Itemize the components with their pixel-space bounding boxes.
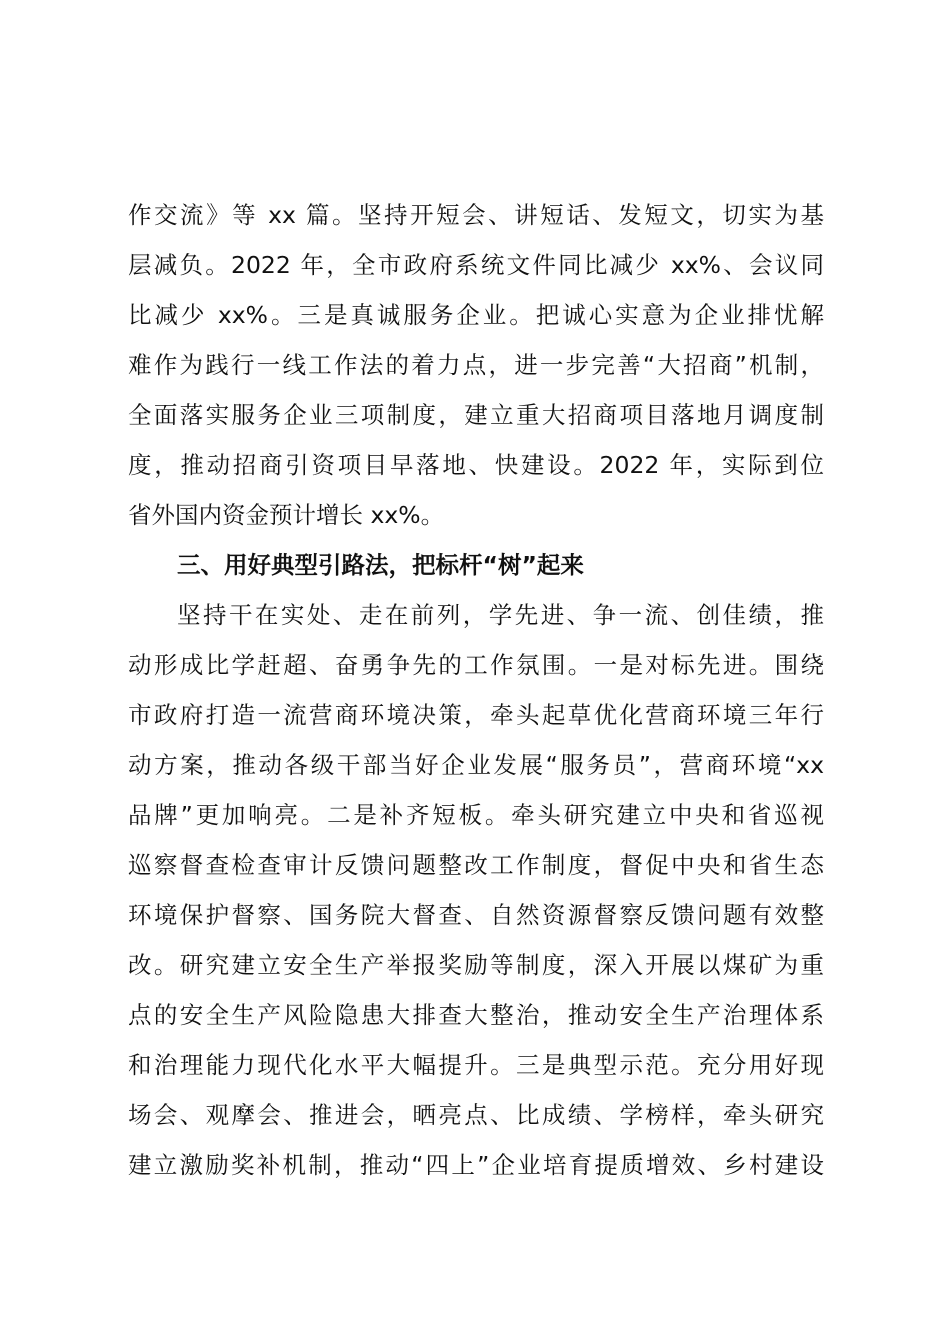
text-line: 巡察督查检查审计反馈问题整改工作制度，督促中央和省生态 [128,851,824,879]
document-page [128,190,824,1190]
paragraph-body [128,590,824,1190]
text-line: 动方案，推动各级干部当好企业发展“服务员”，营商环境“xx [128,751,824,779]
text-line: 品牌”更加响亮。二是补齐短板。牵头研究建立中央和省巡视 [128,801,824,829]
text-line: 比减少 xx%。三是真诚服务企业。把诚心实意为企业排忧解 [128,301,824,329]
paragraph-continued [128,190,824,540]
text-line: 坚持干在实处、走在前列，学先进、争一流、创佳绩，推 [177,601,824,629]
text-line: 度，推动招商引资项目早落地、快建设。2022 年，实际到位 [128,451,824,479]
text-line: 作交流》等 xx 篇。坚持开短会、讲短话、发短文，切实为基 [128,201,824,229]
text-line: 动形成比学赶超、奋勇争先的工作氛围。一是对标先进。围绕 [128,651,824,679]
text-line: 改。研究建立安全生产举报奖励等制度，深入开展以煤矿为重 [128,951,824,979]
text-line: 环境保护督察、国务院大督查、自然资源督察反馈问题有效整 [128,901,824,929]
text-line: 场会、观摩会、推进会，晒亮点、比成绩、学榜样，牵头研究 [128,1101,824,1129]
section-heading: 三、用好典型引路法，把标杆“树”起来 [177,551,584,579]
text-line: 建立激励奖补机制，推动“四上”企业培育提质增效、乡村建设 [128,1151,824,1179]
text-line: 和治理能力现代化水平大幅提升。三是典型示范。充分用好现 [128,1051,824,1079]
text-line: 全面落实服务企业三项制度，建立重大招商项目落地月调度制 [128,401,824,429]
text-line: 市政府打造一流营商环境决策，牵头起草优化营商环境三年行 [128,701,824,729]
text-line: 点的安全生产风险隐患大排查大整治，推动安全生产治理体系 [128,1001,824,1029]
text-line: 省外国内资金预计增长 xx%。 [128,501,445,529]
text-line: 层减负。2022 年，全市政府系统文件同比减少 xx%、会议同 [128,251,824,279]
text-line: 难作为践行一线工作法的着力点，进一步完善“大招商”机制， [128,351,824,379]
